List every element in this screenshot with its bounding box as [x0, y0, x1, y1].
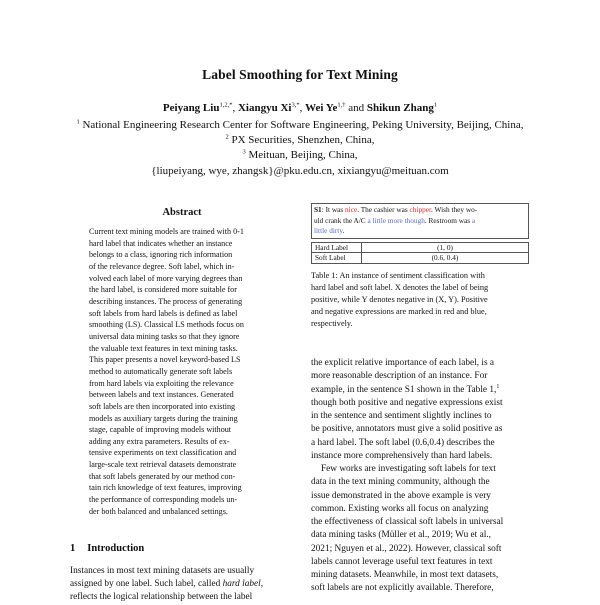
- sentence-text: . Restroom was: [424, 215, 472, 225]
- table-cell-key: Soft Label: [312, 253, 362, 264]
- affiliation-line: [0, 148, 600, 163]
- body-line: data in the text mining community, although the: [311, 477, 490, 488]
- affiliation-line: [0, 118, 600, 133]
- abstract-body: [89, 226, 279, 517]
- body-line: example, in the sentence S1 shown in the Table 1,$^1$: [311, 383, 500, 395]
- caption-line: and negative expressions are marked in red and blue,: [311, 307, 487, 317]
- introduction-body: [70, 565, 294, 605]
- sentence-text: .: [342, 226, 345, 236]
- author-list: [0, 101, 600, 116]
- abstract-line: der both balanced and unbalanced settings.: [89, 506, 228, 516]
- example-line: [314, 216, 526, 227]
- negative-expression: little dirty: [314, 226, 343, 236]
- footnote-mark: 1: [496, 383, 500, 390]
- sentence-text: . The cashier was: [357, 205, 410, 214]
- paper-title: Label Smoothing for Text Mining: [202, 67, 398, 82]
- abstract-line: from hard labels via exploiting the relevance: [89, 378, 234, 388]
- caption-line: hard label and soft label. X denotes the label of being: [311, 283, 489, 293]
- body-line: the effectiveness of classical soft labels in universal: [311, 517, 504, 527]
- sentence-text: : It was: [321, 205, 346, 214]
- sentence-text: uld crank the A/C: [314, 215, 368, 225]
- author-sup: 1,†: [337, 101, 346, 109]
- author-separator: ,: [232, 102, 238, 114]
- author-name: Xiangyu Xi: [237, 102, 292, 114]
- caption-line: Table 1: An instance of sentiment classification with: [311, 271, 485, 280]
- body-line: be positive, annotators must give a solid positive as: [311, 424, 503, 435]
- body-line: soft labels are not explicitly available. Therefore,: [311, 583, 494, 594]
- body-line: common. Existing works all focus on analyzing: [311, 503, 489, 514]
- introduction-line: Instances in most text mining datasets are usually: [70, 566, 255, 576]
- abstract-line: of the relevance degree. Soft label, which in-: [89, 261, 235, 271]
- sentence-label: S1: [314, 205, 322, 214]
- abstract-line: the performance of corresponding models un-: [89, 495, 238, 505]
- body-line: labels cannot leverage useful text features in text: [311, 556, 493, 567]
- table-cell-value: (0.6, 0.4): [362, 253, 529, 264]
- body-line: more reasonable description of an instance. For: [311, 371, 488, 382]
- section-title: Introduction: [87, 543, 145, 554]
- body-line: Few works are investigating soft labels for text: [321, 464, 496, 474]
- body-line: though both positive and negative expressions exist: [311, 397, 503, 408]
- author-name: Wei Ye: [305, 102, 338, 114]
- affiliations: [0, 118, 600, 179]
- example-sentence-box: [311, 203, 529, 239]
- body-line: a hard label. The soft label (0.6,0.4) describes the: [311, 437, 495, 448]
- table-cell-key: Hard Label: [312, 242, 362, 253]
- body-line: the explicit relative importance of each label, is a: [311, 358, 495, 368]
- abstract-line: This paper presents a novel keyword-based LS: [89, 355, 241, 365]
- abstract-line: adding any extra parameters. Results of ex-: [89, 436, 230, 446]
- introduction-line: reflects the logical relationship between the label: [70, 592, 253, 603]
- abstract-line: method to automatically generate soft labels: [89, 366, 233, 376]
- label-table: [311, 242, 529, 264]
- introduction-line: assigned by one label. Such label, called hard label,: [70, 579, 264, 590]
- abstract-line: models as auxiliary targets during the training: [89, 413, 238, 423]
- table-caption: [311, 270, 531, 330]
- abstract-line: universal data mining tasks so that they ignore: [89, 331, 240, 341]
- abstract-line: between labels and text instances. Generated: [89, 390, 234, 400]
- author-name: Shikun Zhang: [366, 102, 434, 114]
- abstract-line: tain rich knowledge of text features, improving: [89, 483, 242, 493]
- abstract-line: Current text mining models are trained with 0-1: [89, 227, 244, 236]
- abstract-heading: Abstract: [162, 207, 202, 218]
- abstract-line: tensive experiments on text classification and: [89, 448, 237, 458]
- abstract-line: volved each label of more varying degrees than: [89, 273, 243, 283]
- section-heading-introduction: [70, 543, 294, 554]
- emphasized-term: hard label: [222, 579, 261, 590]
- author-separator: ,: [299, 102, 306, 114]
- body-line: instance more comprehensively than hard labels.: [311, 450, 493, 461]
- body-line: 2021; Nguyen et al., 2022). However, classical soft: [311, 543, 502, 554]
- abstract-line: large-scale text retrieval datasets demonstrate: [89, 460, 237, 470]
- affiliation-sup: 1: [76, 118, 80, 126]
- author-sup: 1,2,*: [219, 101, 233, 109]
- table-1: [311, 203, 529, 264]
- abstract-line: the valuable text features in text mining tasks.: [89, 343, 238, 353]
- author-and: and: [345, 102, 367, 114]
- author-sup: 3,*: [291, 101, 300, 109]
- author-sup: 1: [433, 101, 438, 109]
- table-row: [312, 242, 529, 253]
- caption-line: positive, while Y denotes negative in (X, Y). Positive: [311, 295, 488, 305]
- negative-expression: a: [471, 215, 476, 225]
- positive-expression: chipper: [409, 205, 432, 214]
- author-name: Peiyang Liu: [162, 102, 220, 114]
- body-line: in the sentence and sentiment slightly inclines to: [311, 411, 492, 421]
- positive-expression: nice: [345, 205, 358, 214]
- abstract-line: smoothing (LS). Classical LS methods focus on: [89, 320, 244, 330]
- sentence-text: . Wish they wo-: [431, 205, 478, 214]
- right-column-body: [311, 357, 533, 596]
- table-cell-value: (1, 0): [362, 242, 529, 253]
- abstract-line: stage, capable of improving models without: [89, 425, 232, 435]
- abstract-line: hard label that indicates whether an instance: [89, 238, 233, 248]
- body-line: issue demonstrated in the above example is very: [311, 490, 491, 501]
- affiliation-sup: 3: [242, 148, 246, 156]
- affiliation-line: [0, 133, 600, 148]
- abstract-line: describing instances. The process of generating: [89, 296, 243, 306]
- abstract-line: that soft labels generated by our method con-: [89, 471, 236, 481]
- affiliation-text: Meituan, Beijing, China,: [245, 149, 358, 162]
- body-line: data mining tasks (Müller et al., 2019; Wu et al.,: [311, 530, 491, 541]
- caption-line: respectively.: [311, 319, 353, 329]
- affiliation-text: PX Securities, Shenzhen, China,: [228, 134, 375, 147]
- section-number: 1: [70, 543, 76, 554]
- abstract-line: the hard label, is considered more suitable for: [89, 285, 237, 295]
- affiliation-text: National Engineering Research Center for Software Engineering, Peking University, Beijing, China,: [79, 119, 524, 131]
- affiliation-sup: 2: [225, 133, 229, 141]
- example-line: [314, 205, 526, 216]
- example-line: [314, 226, 526, 237]
- negative-expression: a little more though: [367, 215, 425, 225]
- table-row: [312, 253, 529, 264]
- author-emails: {liupeiyang, wye, zhangsk}@pku.edu.cn, xixiangyu@meituan.com: [151, 164, 449, 177]
- abstract-line: soft labels are then incorporated into existing: [89, 401, 236, 411]
- body-line: mining datasets. Meanwhile, in most text datasets,: [311, 570, 499, 580]
- abstract-line: belongs to a class, ignoring rich information: [89, 250, 233, 260]
- abstract-line: soft labels from hard labels is defined as label: [89, 308, 238, 318]
